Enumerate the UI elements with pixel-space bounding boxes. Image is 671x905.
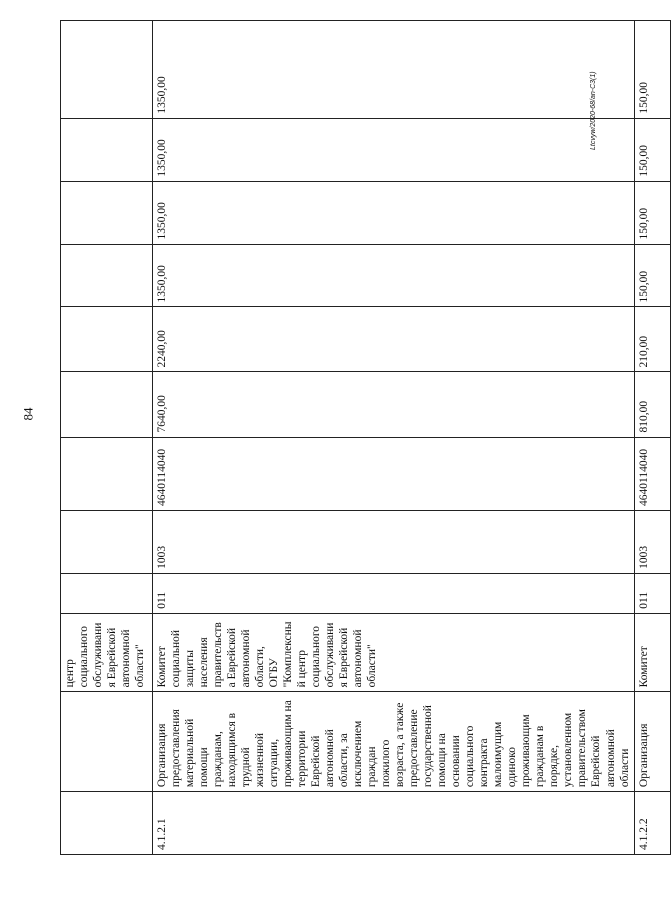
executor: Комитет социальной защиты населения правительства Еврейской автономной области, ОГБУ "Комплексный центр социального обслуживания Еврейской автономной области" <box>153 613 635 692</box>
rz-code: 1003 <box>153 510 635 573</box>
year-1-value: 210,00 <box>634 307 670 372</box>
table-row <box>634 21 670 855</box>
executor: Комитет <box>634 613 670 692</box>
total-value <box>61 372 153 437</box>
measure-name: Организация <box>634 692 670 792</box>
year-4-value: 150,00 <box>634 118 670 181</box>
grbs-code: 011 <box>634 573 670 613</box>
year-4-value <box>61 118 153 181</box>
table-row <box>153 21 635 855</box>
csr-code: 4640114040 <box>153 437 635 510</box>
executor: центр социального обслуживания Еврейской автономной области" <box>61 613 153 692</box>
budget-table <box>60 20 671 855</box>
page-number: 84 <box>20 407 36 421</box>
year-1-value: 2240,00 <box>153 307 635 372</box>
rotated-table-container <box>60 20 650 855</box>
csr-code <box>61 437 153 510</box>
year-4-value: 1350,00 <box>153 118 635 181</box>
year-5-value: 150,00 <box>634 21 670 119</box>
year-2-value: 150,00 <box>634 244 670 307</box>
row-number <box>61 792 153 855</box>
year-2-value: 1350,00 <box>153 244 635 307</box>
rz-code: 1003 <box>634 510 670 573</box>
table-row <box>61 21 153 855</box>
grbs-code <box>61 573 153 613</box>
measure-name: Организация предоставления материальной помощи гражданам, находящимся в трудной жизненной ситуации, проживающим на территории Еврейской автономной области, за исключением граждан пожилого возраста, а также предоставление государственной помощи на основании социального контракта малоимущим одиноко проживающим гражданам в порядке, установленном правительством Еврейской автономной области <box>153 692 635 792</box>
year-5-value: 1350,00 <box>153 21 635 119</box>
year-2-value <box>61 244 153 307</box>
total-value: 7640,00 <box>153 372 635 437</box>
csr-code: 4640114040 <box>634 437 670 510</box>
footer-code: Ltcvyw/2020-68/an-C3(1) <box>590 71 597 150</box>
rz-code <box>61 510 153 573</box>
measure-name <box>61 692 153 792</box>
year-3-value: 150,00 <box>634 181 670 244</box>
total-value: 810,00 <box>634 372 670 437</box>
year-1-value <box>61 307 153 372</box>
year-3-value <box>61 181 153 244</box>
row-number: 4.1.2.1 <box>153 792 635 855</box>
year-3-value: 1350,00 <box>153 181 635 244</box>
row-number: 4.1.2.2 <box>634 792 670 855</box>
grbs-code: 011 <box>153 573 635 613</box>
year-5-value <box>61 21 153 119</box>
